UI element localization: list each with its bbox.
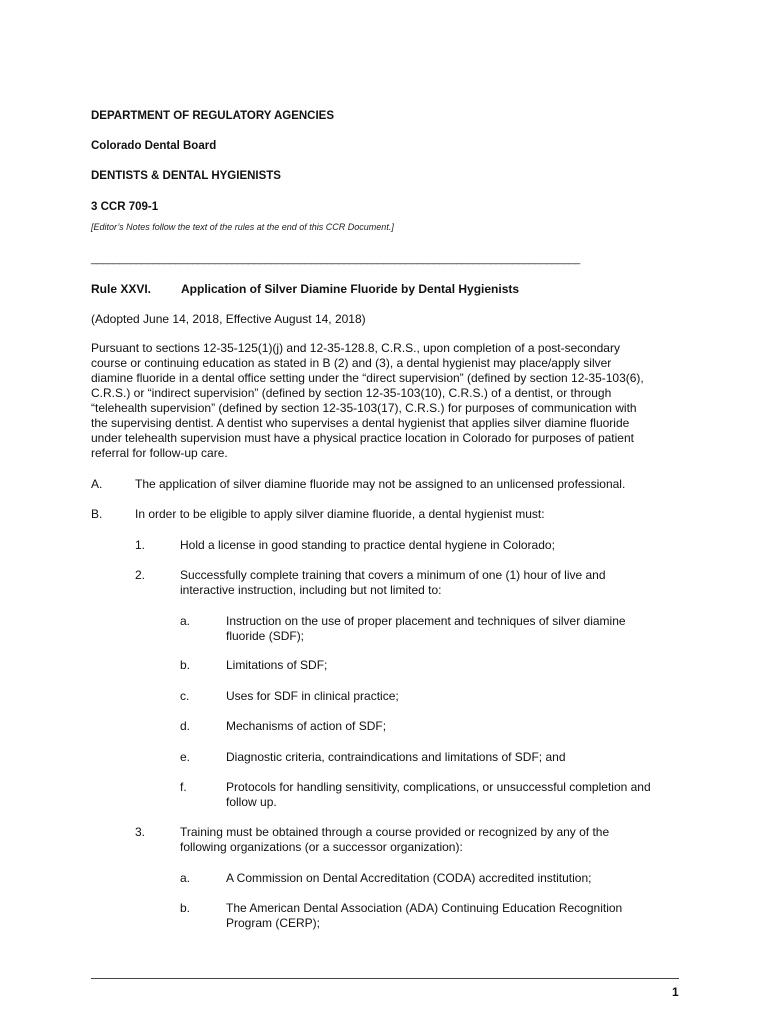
adopted-line: (Adopted June 14, 2018, Effective August 14, 2018)	[91, 312, 366, 326]
item-2-line: Successfully complete training that covers a minimum of one (1) hour of live and	[180, 568, 606, 582]
item-3b-label: b.	[180, 901, 191, 915]
item-2d-label: d.	[180, 719, 191, 733]
page-number: 1	[672, 985, 679, 999]
subject-heading: DENTISTS & DENTAL HYGIENISTS	[91, 170, 281, 182]
item-2-text	[180, 568, 606, 598]
section-b-text: In order to be eligible to apply silver diamine fluoride, a dental hygienist must:	[135, 507, 545, 521]
item-3-label: 3.	[135, 825, 146, 839]
rule-title	[91, 282, 519, 296]
item-2b-text: Limitations of SDF;	[226, 658, 328, 672]
rule-number: Rule XXVI.	[91, 282, 152, 296]
item-2d-text: Mechanisms of action of SDF;	[226, 719, 387, 733]
item-2a-line: fluoride (SDF);	[226, 629, 305, 643]
item-2c-label: c.	[180, 689, 190, 703]
section-a-text: The application of silver diamine fluoride may not be assigned to an unlicensed professional.	[135, 477, 626, 491]
item-2f-text	[226, 780, 651, 810]
item-1-label: 1.	[135, 538, 146, 552]
item-2a-line: Instruction on the use of proper placement and techniques of silver diamine	[226, 614, 626, 628]
item-3-line: following organizations (or a successor organization):	[180, 840, 463, 854]
item-3b-text	[226, 901, 622, 931]
item-2a-text	[226, 614, 626, 644]
ccr-heading: 3 CCR 709-1	[91, 201, 159, 213]
item-2a-label: a.	[180, 614, 191, 628]
intro-line: the supervising dentist. A dentist who supervises a dental hygienist that applies silver diamine fluoride	[91, 416, 630, 430]
item-2-label: 2.	[135, 568, 146, 582]
intro-line: under telehealth supervision must have a physical practice location in Colorado for purposes of patient	[91, 431, 634, 445]
item-2-line: interactive instruction, including but not limited to:	[180, 583, 442, 597]
item-3b-line: The American Dental Association (ADA) Continuing Education Recognition	[226, 901, 623, 915]
item-1-text: Hold a license in good standing to practice dental hygiene in Colorado;	[180, 538, 555, 552]
intro-paragraph	[91, 341, 681, 461]
item-3-line: Training must be obtained through a course provided or recognized by any of the	[180, 825, 610, 839]
item-2c-text: Uses for SDF in clinical practice;	[226, 689, 399, 703]
item-2e-text: Diagnostic criteria, contraindications and limitations of SDF; and	[226, 750, 566, 764]
item-2b-label: b.	[180, 658, 191, 672]
intro-line: course or continuing education as stated in B (2) and (3), a dental hygienist may place/apply silver	[91, 356, 612, 370]
intro-line: “telehealth supervision” (defined by section 12-35-103(17), C.R.S.) for purposes of communication with	[91, 401, 637, 415]
rule-title-text: Application of Silver Diamine Fluoride by Dental Hygienists	[181, 282, 520, 296]
item-3a-text: A Commission on Dental Accreditation (CODA) accredited institution;	[226, 871, 592, 885]
department-heading: DEPARTMENT OF REGULATORY AGENCIES	[91, 110, 335, 122]
footer-divider	[91, 978, 679, 979]
board-heading: Colorado Dental Board	[91, 140, 217, 152]
section-a-label: A.	[91, 477, 103, 491]
separator-line: _______________________________________________________________________________________	[91, 253, 580, 265]
intro-line: referral for follow-up care.	[91, 446, 228, 460]
section-b-label: B.	[91, 507, 103, 521]
item-3a-label: a.	[180, 871, 191, 885]
intro-line: C.R.S.) or “indirect supervision” (defined by section 12-35-103(10), C.R.S.) of a dentist, or through	[91, 386, 612, 400]
item-3b-line: Program (CERP);	[226, 916, 321, 930]
intro-line: diamine fluoride in a dental office setting under the “direct supervision” (defined by section 12-35-103(6),	[91, 371, 644, 385]
item-2e-label: e.	[180, 750, 191, 764]
editor-note: [Editor’s Notes follow the text of the rules at the end of this CCR Document.]	[91, 222, 394, 232]
item-3-text	[180, 825, 609, 855]
item-2f-line: follow up.	[226, 795, 277, 809]
item-2f-line: Protocols for handling sensitivity, complications, or unsuccessful completion and	[226, 780, 651, 794]
intro-line: Pursuant to sections 12-35-125(1)(j) and 12-35-128.8, C.R.S., upon completion of a post-secondary	[91, 341, 620, 355]
item-2f-label: f.	[180, 780, 187, 794]
